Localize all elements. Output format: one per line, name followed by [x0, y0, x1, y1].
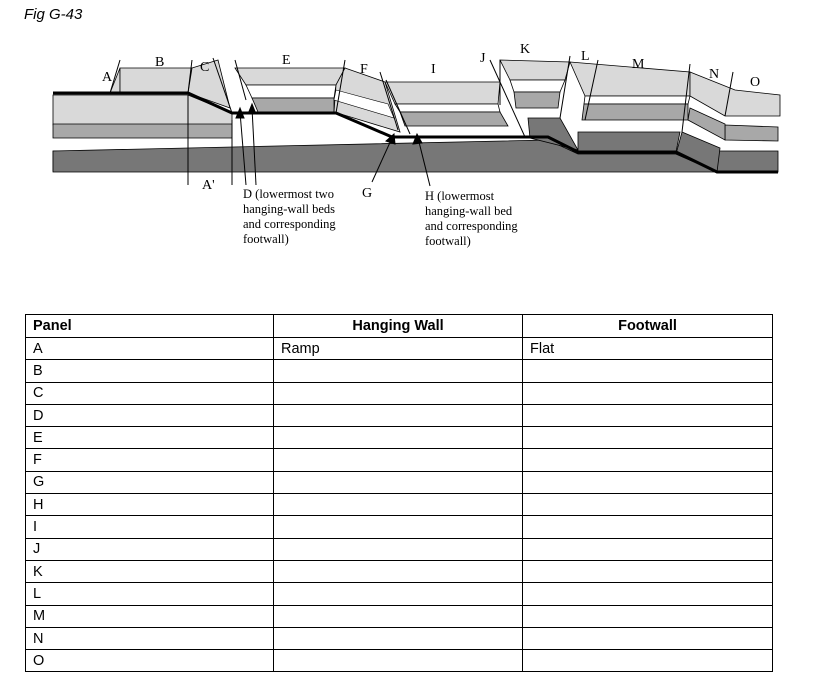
cell-hanging-wall[interactable] [274, 627, 523, 649]
label-panel-i: I [431, 62, 436, 77]
table-row [26, 627, 773, 649]
block-e-top [235, 68, 345, 85]
label-d-line2: hanging-wall beds [243, 202, 335, 216]
table-row [26, 449, 773, 471]
cell-panel: A [26, 338, 274, 360]
cell-hanging-wall[interactable]: Ramp [274, 338, 523, 360]
cell-panel: G [26, 471, 274, 493]
table-row [26, 360, 773, 382]
block-m-dark [578, 132, 680, 152]
block-i-white [395, 104, 500, 112]
cell-panel: C [26, 382, 274, 404]
cell-footwall[interactable] [523, 627, 773, 649]
panel-table [25, 314, 773, 672]
cell-footwall[interactable] [523, 494, 773, 516]
block-e-white [246, 85, 336, 98]
cell-footwall[interactable] [523, 427, 773, 449]
cell-hanging-wall[interactable] [274, 360, 523, 382]
table-row [26, 494, 773, 516]
table-row [26, 583, 773, 605]
cell-hanging-wall[interactable] [274, 605, 523, 627]
cell-footwall[interactable] [523, 583, 773, 605]
table-row [26, 560, 773, 582]
cell-panel: I [26, 516, 274, 538]
block-e-mid [252, 98, 334, 112]
table-header-row [26, 315, 773, 338]
fault-bend-diagram [0, 0, 817, 300]
cell-panel: O [26, 650, 274, 672]
cell-hanging-wall[interactable] [274, 471, 523, 493]
block-m-white [584, 96, 690, 104]
cell-hanging-wall[interactable] [274, 650, 523, 672]
cell-panel: H [26, 494, 274, 516]
block-k-mid [514, 92, 560, 108]
block-o-mid [725, 125, 778, 141]
label-panel-e: E [282, 53, 291, 68]
table-row [26, 382, 773, 404]
cell-panel: E [26, 427, 274, 449]
label-panel-k: K [520, 42, 531, 57]
cell-panel: J [26, 538, 274, 560]
cell-panel: B [26, 360, 274, 382]
cell-footwall[interactable] [523, 360, 773, 382]
label-panel-j: J [480, 51, 486, 66]
table-row [26, 605, 773, 627]
cell-panel: M [26, 605, 274, 627]
label-d: D (lowermost two [243, 187, 334, 201]
block-b [120, 68, 192, 93]
cell-hanging-wall[interactable] [274, 382, 523, 404]
cell-hanging-wall[interactable] [274, 494, 523, 516]
cell-footwall[interactable] [523, 538, 773, 560]
header-footwall: Footwall [523, 315, 773, 338]
header-panel: Panel [26, 315, 274, 338]
label-h-line3: and corresponding [425, 219, 518, 233]
block-m-mid [582, 104, 688, 120]
figure-title: Fig G-43 [24, 6, 83, 23]
label-panel-b: B [155, 55, 165, 70]
cell-footwall[interactable] [523, 560, 773, 582]
block-k-white [510, 80, 565, 92]
label-a-prime: A' [202, 178, 215, 193]
cell-footwall[interactable] [523, 382, 773, 404]
table-row [26, 538, 773, 560]
table-body [26, 338, 773, 672]
block-k-top [500, 60, 570, 80]
cell-footwall[interactable] [523, 449, 773, 471]
cell-hanging-wall[interactable] [274, 560, 523, 582]
label-g: G [362, 186, 373, 201]
table-row [26, 516, 773, 538]
cell-panel: D [26, 404, 274, 426]
label-d-line3: and corresponding [243, 217, 336, 231]
cell-footwall[interactable] [523, 605, 773, 627]
table-row [26, 650, 773, 672]
cell-panel: K [26, 560, 274, 582]
cell-footwall[interactable] [523, 516, 773, 538]
label-panel-m: M [632, 57, 645, 72]
cell-footwall[interactable] [523, 471, 773, 493]
cell-hanging-wall[interactable] [274, 404, 523, 426]
cell-footwall[interactable] [523, 650, 773, 672]
label-h-line2: hanging-wall bed [425, 204, 513, 218]
block-i-top [385, 82, 500, 104]
label-panel-l: L [581, 49, 590, 64]
table-row [26, 404, 773, 426]
cell-hanging-wall[interactable] [274, 516, 523, 538]
label-panel-n: N [709, 67, 720, 82]
cell-hanging-wall[interactable] [274, 427, 523, 449]
cell-footwall[interactable] [523, 404, 773, 426]
cell-hanging-wall[interactable] [274, 583, 523, 605]
table-row [26, 427, 773, 449]
block-i-mid [400, 112, 508, 126]
cell-panel: N [26, 627, 274, 649]
header-hanging-wall: Hanging Wall [274, 315, 523, 338]
label-h-line4: footwall) [425, 234, 471, 248]
label-panel-f: F [360, 62, 368, 77]
cell-panel: F [26, 449, 274, 471]
label-panel-o: O [750, 75, 761, 90]
label-panel-c: C [200, 60, 210, 75]
table-row [26, 338, 773, 360]
cell-footwall[interactable]: Flat [523, 338, 773, 360]
table-row [26, 471, 773, 493]
label-panel-a: A [102, 70, 113, 85]
block-m-top [570, 62, 690, 96]
cell-panel: L [26, 583, 274, 605]
label-h: H (lowermost [425, 189, 495, 203]
block-n-top [690, 72, 780, 116]
cell-hanging-wall[interactable] [274, 449, 523, 471]
footwall-bed-mid [53, 124, 232, 138]
cell-hanging-wall[interactable] [274, 538, 523, 560]
label-d-line4: footwall) [243, 232, 289, 246]
